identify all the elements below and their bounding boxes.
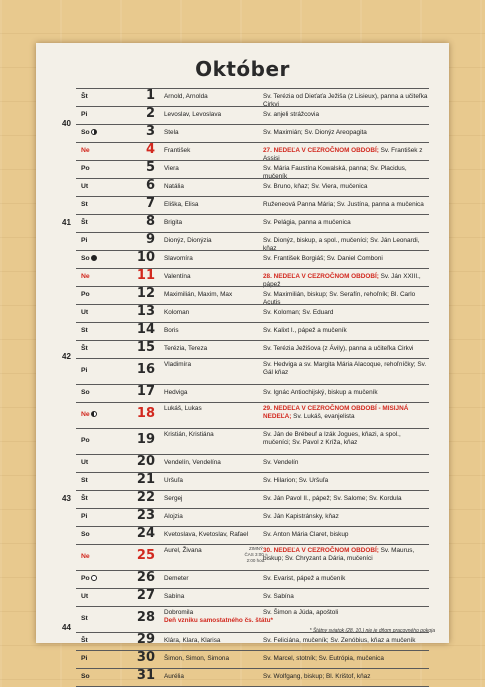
name-day-text: Klára, Klara, Klarisa (164, 637, 221, 644)
day-abbrev (81, 553, 90, 560)
name-day (164, 609, 274, 625)
name-day (164, 255, 274, 263)
name-day-text: Boris (164, 327, 179, 334)
day-number: 1 (145, 88, 155, 103)
day-number: 8 (145, 214, 155, 229)
saints-feast: Sv. Bruno, kňaz; Sv. Viera, mučenica (263, 183, 368, 190)
day-abbrev-text: Št (81, 495, 88, 502)
day-abbrev (81, 93, 88, 100)
sunday-saints: Sv. Lukáš, evanjelista (291, 413, 355, 420)
day-abbrev-text: Pi (81, 655, 88, 662)
day-number: 9 (145, 232, 155, 247)
saints-feast: Sv. Wolfgang, biskup; Bl. Krištof, kňaz (263, 673, 371, 680)
day-abbrev-text: So (81, 673, 90, 680)
day-row (76, 570, 429, 588)
name-day (164, 183, 274, 191)
day-number: 29 (136, 632, 155, 647)
day-row (76, 358, 429, 384)
saints-feast: Sv. Pelágia, panna a mučenica (263, 219, 351, 226)
day-row (76, 142, 429, 160)
name-day-text: Kristián, Kristiána (164, 431, 214, 438)
saints-feast: Sv. Ján Pavol II., pápež; Sv. Salome; Sv. Kordula (263, 495, 402, 502)
name-day-text: Koloman (164, 309, 190, 316)
week-number: 44 (62, 623, 71, 632)
day-row (76, 268, 429, 286)
day-abbrev-text: Št (81, 93, 88, 100)
moon-phase-icon (91, 411, 97, 417)
day-number: 12 (136, 286, 155, 301)
name-day (164, 637, 274, 645)
day-abbrev (81, 111, 87, 118)
name-day (164, 495, 274, 503)
saints-feast: Sv. Marcel, stotník; Sv. Eutrópia, mučenica (263, 655, 384, 662)
day-abbrev (81, 219, 88, 226)
saints-feast: Ruženeová Panna Mária; Sv. Justína, panna a mučenica (263, 201, 424, 208)
moon-phase-icon (91, 255, 97, 261)
saints-feast: Sv. Hedviga a sv. Margita Mária Alacoque, rehoľníčky; Sv. Gál kňaz (263, 361, 427, 376)
name-day-text: Natália (164, 183, 184, 190)
day-abbrev-text: Ut (81, 459, 89, 466)
day-abbrev (81, 615, 88, 622)
saints-feast (263, 405, 429, 421)
day-number: 10 (136, 250, 155, 265)
name-day-text: Vladimíra (164, 361, 191, 368)
day-number: 16 (136, 362, 155, 377)
name-day-text: Aurel, Živana (164, 547, 202, 554)
day-abbrev-text: St (81, 201, 88, 208)
name-day-text: František (164, 147, 191, 154)
day-row (76, 454, 429, 472)
sunday-saints: Sv. František z Assisi (263, 147, 423, 162)
day-abbrev (81, 183, 88, 190)
day-number: 2 (145, 106, 155, 121)
day-row (76, 632, 429, 650)
name-day (164, 531, 274, 539)
day-number: 23 (136, 508, 155, 523)
name-day (164, 673, 274, 681)
day-abbrev (81, 273, 90, 280)
name-day (164, 655, 274, 663)
name-day (164, 93, 274, 101)
name-day (164, 477, 274, 485)
saints-feast: Sv. Hilarion; Sv. Uršuľa (263, 477, 329, 484)
day-abbrev (81, 531, 90, 538)
day-abbrev-text: St (81, 477, 88, 484)
day-number: 30 (136, 650, 155, 665)
day-abbrev (81, 495, 88, 502)
week-number: 43 (62, 494, 71, 503)
name-day (164, 327, 274, 335)
day-abbrev-text: So (81, 255, 90, 262)
day-row (76, 160, 429, 178)
day-row (76, 544, 429, 570)
name-day-text: Demeter (164, 575, 189, 582)
day-number: 13 (136, 304, 155, 319)
saints-feast (263, 547, 429, 563)
week-number: 42 (62, 352, 71, 361)
sunday-saints: Sv. Ján XXIII., pápež (263, 273, 421, 288)
day-number: 4 (145, 142, 155, 157)
day-row (76, 322, 429, 340)
day-abbrev (81, 513, 87, 520)
name-day (164, 201, 274, 209)
name-day-text: Alojzia (164, 513, 183, 520)
name-day (164, 345, 274, 353)
day-row (76, 402, 429, 428)
name-day (164, 459, 274, 467)
day-abbrev-text: Št (81, 637, 88, 644)
day-number: 5 (145, 160, 155, 175)
day-abbrev-text: Pi (81, 367, 88, 374)
day-row (76, 304, 429, 322)
day-abbrev (81, 345, 88, 352)
sunday-title: 29. NEDEĽA V CEZROČNOM OBDOBÍ - MISIJNÁ NEDEĽA; (263, 405, 409, 420)
name-day-text: Maximilián, Maxim, Max (164, 291, 233, 298)
day-row (76, 106, 429, 124)
day-number: 7 (145, 196, 155, 211)
day-row (76, 250, 429, 268)
day-abbrev-text: Št (81, 345, 88, 352)
day-abbrev (81, 165, 90, 172)
saints-feast: Sv. Anton Mária Claret, biskup (263, 531, 349, 538)
day-row (76, 472, 429, 490)
day-number: 21 (136, 472, 155, 487)
name-day (164, 147, 274, 155)
saints-feast: Sv. František Borgiáš; Sv. Daniel Comboni (263, 255, 383, 262)
name-day-text: Dobromila (164, 609, 194, 616)
day-abbrev-text: Po (81, 291, 90, 298)
name-day (164, 361, 274, 369)
name-day-text: Kvetoslava, Kvetoslav, Rafael (164, 531, 249, 538)
day-abbrev (81, 237, 87, 244)
saints-feast: Sv. Ján de Brébeuf a Izák Jogues, kňazi, a spol., mučeníci; Sv. Pavol z Kríža, kňaz (263, 431, 401, 446)
day-number: 11 (136, 268, 155, 283)
saints-feast: Sv. Koloman; Sv. Eduard (263, 309, 334, 316)
name-day (164, 389, 274, 397)
day-row (76, 650, 429, 668)
day-row (76, 232, 429, 250)
saints-feast: Sv. Mária Faustína Kowalská, panna; Sv. Placidus, mučeník (263, 165, 407, 180)
day-abbrev-text: So (81, 531, 90, 538)
saints-feast: Sv. Šimon a Júda, apoštoli (263, 609, 339, 616)
day-abbrev (81, 389, 90, 396)
name-day-text: Terézia, Tereza (164, 345, 208, 352)
day-abbrev-text: Pi (81, 111, 88, 118)
name-day (164, 165, 274, 173)
day-number: 14 (136, 322, 155, 337)
name-day-text: Šimon, Simon, Simona (164, 655, 229, 662)
month-title: Október (195, 57, 290, 81)
day-abbrev-text: St (81, 615, 88, 622)
day-abbrev (81, 459, 88, 466)
week-number: 40 (62, 119, 71, 128)
winter-time-note: ZIMNÝ ČAS 3:00 » 2:00 hod. (244, 546, 268, 563)
name-day-text: Levoslav, Levoslava (164, 111, 222, 118)
day-number: 19 (136, 432, 155, 447)
week-number: 41 (62, 218, 71, 227)
day-row (76, 340, 429, 358)
saints-feast: Sv. Ján Kapistránsky, kňaz (263, 513, 339, 520)
day-row (76, 508, 429, 526)
sunday-title: 27. NEDEĽA V CEZROČNOM OBDOBÍ; (263, 147, 379, 154)
name-day (164, 513, 274, 521)
day-abbrev-text: Ut (81, 183, 89, 190)
name-day-text: Viera (164, 165, 179, 172)
name-day (164, 309, 274, 317)
state-holiday: Deň vzniku samostatného čs. štátu* (164, 617, 274, 624)
name-day (164, 405, 274, 413)
name-day-text: Arnold, Arnolda (164, 93, 208, 100)
day-number: 18 (136, 406, 155, 421)
day-abbrev-text: St (81, 327, 88, 334)
saints-feast: Sv. Vendelín (263, 459, 299, 466)
day-number: 6 (145, 178, 155, 193)
day-abbrev (81, 255, 97, 262)
day-number: 22 (136, 490, 155, 505)
day-row (76, 384, 429, 402)
sunday-title: 28. NEDEĽA V CEZROČNOM OBDOBÍ; (263, 273, 379, 280)
day-row (76, 124, 429, 142)
day-number: 17 (136, 384, 155, 399)
saints-feast: Sv. Feliciána, mučeník; Sv. Zenóbius, kňaz a mučeník (263, 637, 416, 644)
saints-feast: Sv. Maximián; Sv. Dionýz Areopagita (263, 129, 367, 136)
day-row (76, 88, 429, 106)
name-day (164, 291, 274, 299)
name-day (164, 273, 274, 281)
day-abbrev-text: Ne (81, 411, 90, 418)
moon-phase-icon (91, 129, 97, 135)
day-abbrev (81, 411, 97, 418)
name-day-text: Slavomíra (164, 255, 193, 262)
saints-feast: Sv. Kalixt I., pápež a mučeník (263, 327, 347, 334)
day-number: 24 (136, 526, 155, 541)
day-number: 27 (136, 588, 155, 603)
day-abbrev-text: Po (81, 575, 90, 582)
day-row (76, 490, 429, 508)
day-abbrev-text: Ne (81, 147, 90, 154)
day-abbrev (81, 437, 90, 444)
name-day (164, 111, 274, 119)
saints-feast: Sv. Terézia od Dieťaťa Ježiša (z Lisieux), panna a učiteľka Cirkvi (263, 93, 428, 108)
name-day (164, 129, 274, 137)
saints-feast: Sv. Evarist, pápež a mučeník (263, 575, 346, 582)
day-abbrev (81, 593, 88, 600)
footnote: * Štátny sviatok (28. 10.) nie je dňom pracovného pokoja (309, 628, 435, 634)
day-number: 26 (136, 570, 155, 585)
day-abbrev (81, 367, 87, 374)
saints-feast: Sv. Terézia Ježišova (z Ávily), panna a učiteľka Cirkvi (263, 345, 414, 352)
day-abbrev-text: Pi (81, 513, 88, 520)
day-abbrev (81, 655, 87, 662)
name-day-text: Stela (164, 129, 179, 136)
name-day-text: Sergej (164, 495, 183, 502)
day-row (76, 526, 429, 544)
name-day-text: Dionýz, Dionýzia (164, 237, 212, 244)
sunday-title: 30. NEDEĽA V CEZROČNOM OBDOBÍ; (263, 547, 379, 554)
name-day-text: Uršuľa (164, 477, 183, 484)
day-abbrev (81, 575, 97, 582)
day-number: 15 (136, 340, 155, 355)
saints-feast: Sv. anjeli strážcovia (263, 111, 319, 118)
day-abbrev-text: So (81, 389, 90, 396)
name-day-text: Lukáš, Lukas (164, 405, 202, 412)
saints-feast: Sv. Maximilián, biskup; Sv. Serafín, rehoľník; Bl. Carlo Acutis (263, 291, 416, 306)
name-day-text: Sabína (164, 593, 185, 600)
saints-feast: Sv. Dionýz, biskup, a spol., mučeníci; Sv. Ján Leonardi, kňaz (263, 237, 420, 252)
day-row (76, 286, 429, 304)
day-abbrev (81, 327, 88, 334)
day-number: 20 (136, 454, 155, 469)
day-abbrev (81, 309, 88, 316)
day-abbrev (81, 673, 90, 680)
day-number: 25 (136, 548, 155, 563)
calendar-sheet (36, 43, 449, 683)
day-row (76, 196, 429, 214)
day-abbrev-text: Ne (81, 553, 90, 560)
day-abbrev-text: Št (81, 219, 88, 226)
name-day-text: Valentína (164, 273, 191, 280)
day-row (76, 178, 429, 196)
name-day-text: Aurélia (164, 673, 184, 680)
day-abbrev-text: So (81, 129, 90, 136)
day-row (76, 668, 429, 687)
day-abbrev (81, 147, 90, 154)
day-number: 3 (145, 124, 155, 139)
name-day (164, 575, 274, 583)
day-row (76, 214, 429, 232)
day-abbrev-text: Po (81, 165, 90, 172)
moon-phase-icon (91, 575, 97, 581)
day-abbrev-text: Po (81, 437, 90, 444)
name-day (164, 593, 274, 601)
name-day (164, 431, 274, 439)
saints-feast: Sv. Sabína (263, 593, 294, 600)
day-abbrev (81, 201, 88, 208)
name-day (164, 219, 274, 227)
day-abbrev-text: Ut (81, 593, 89, 600)
day-number: 28 (136, 610, 155, 625)
day-abbrev (81, 637, 88, 644)
sunday-saints: Sv. Maurus, biskup; Sv. Chryzant a Dária, mučeníci (263, 547, 415, 562)
day-abbrev-text: Ne (81, 273, 90, 280)
name-day-text: Eliška, Elisa (164, 201, 199, 208)
day-abbrev (81, 477, 88, 484)
name-day (164, 237, 274, 245)
day-abbrev-text: Ut (81, 309, 89, 316)
name-day-text: Vendelín, Vendelína (164, 459, 221, 466)
saints-feast: Sv. Ignác Antiochijský, biskup a mučeník (263, 389, 378, 396)
name-day-text: Hedviga (164, 389, 188, 396)
day-row (76, 588, 429, 606)
day-abbrev (81, 129, 97, 136)
day-abbrev (81, 291, 90, 298)
day-number: 31 (136, 668, 155, 683)
name-day-text: Brigita (164, 219, 183, 226)
day-row (76, 428, 429, 454)
day-abbrev-text: Pi (81, 237, 88, 244)
